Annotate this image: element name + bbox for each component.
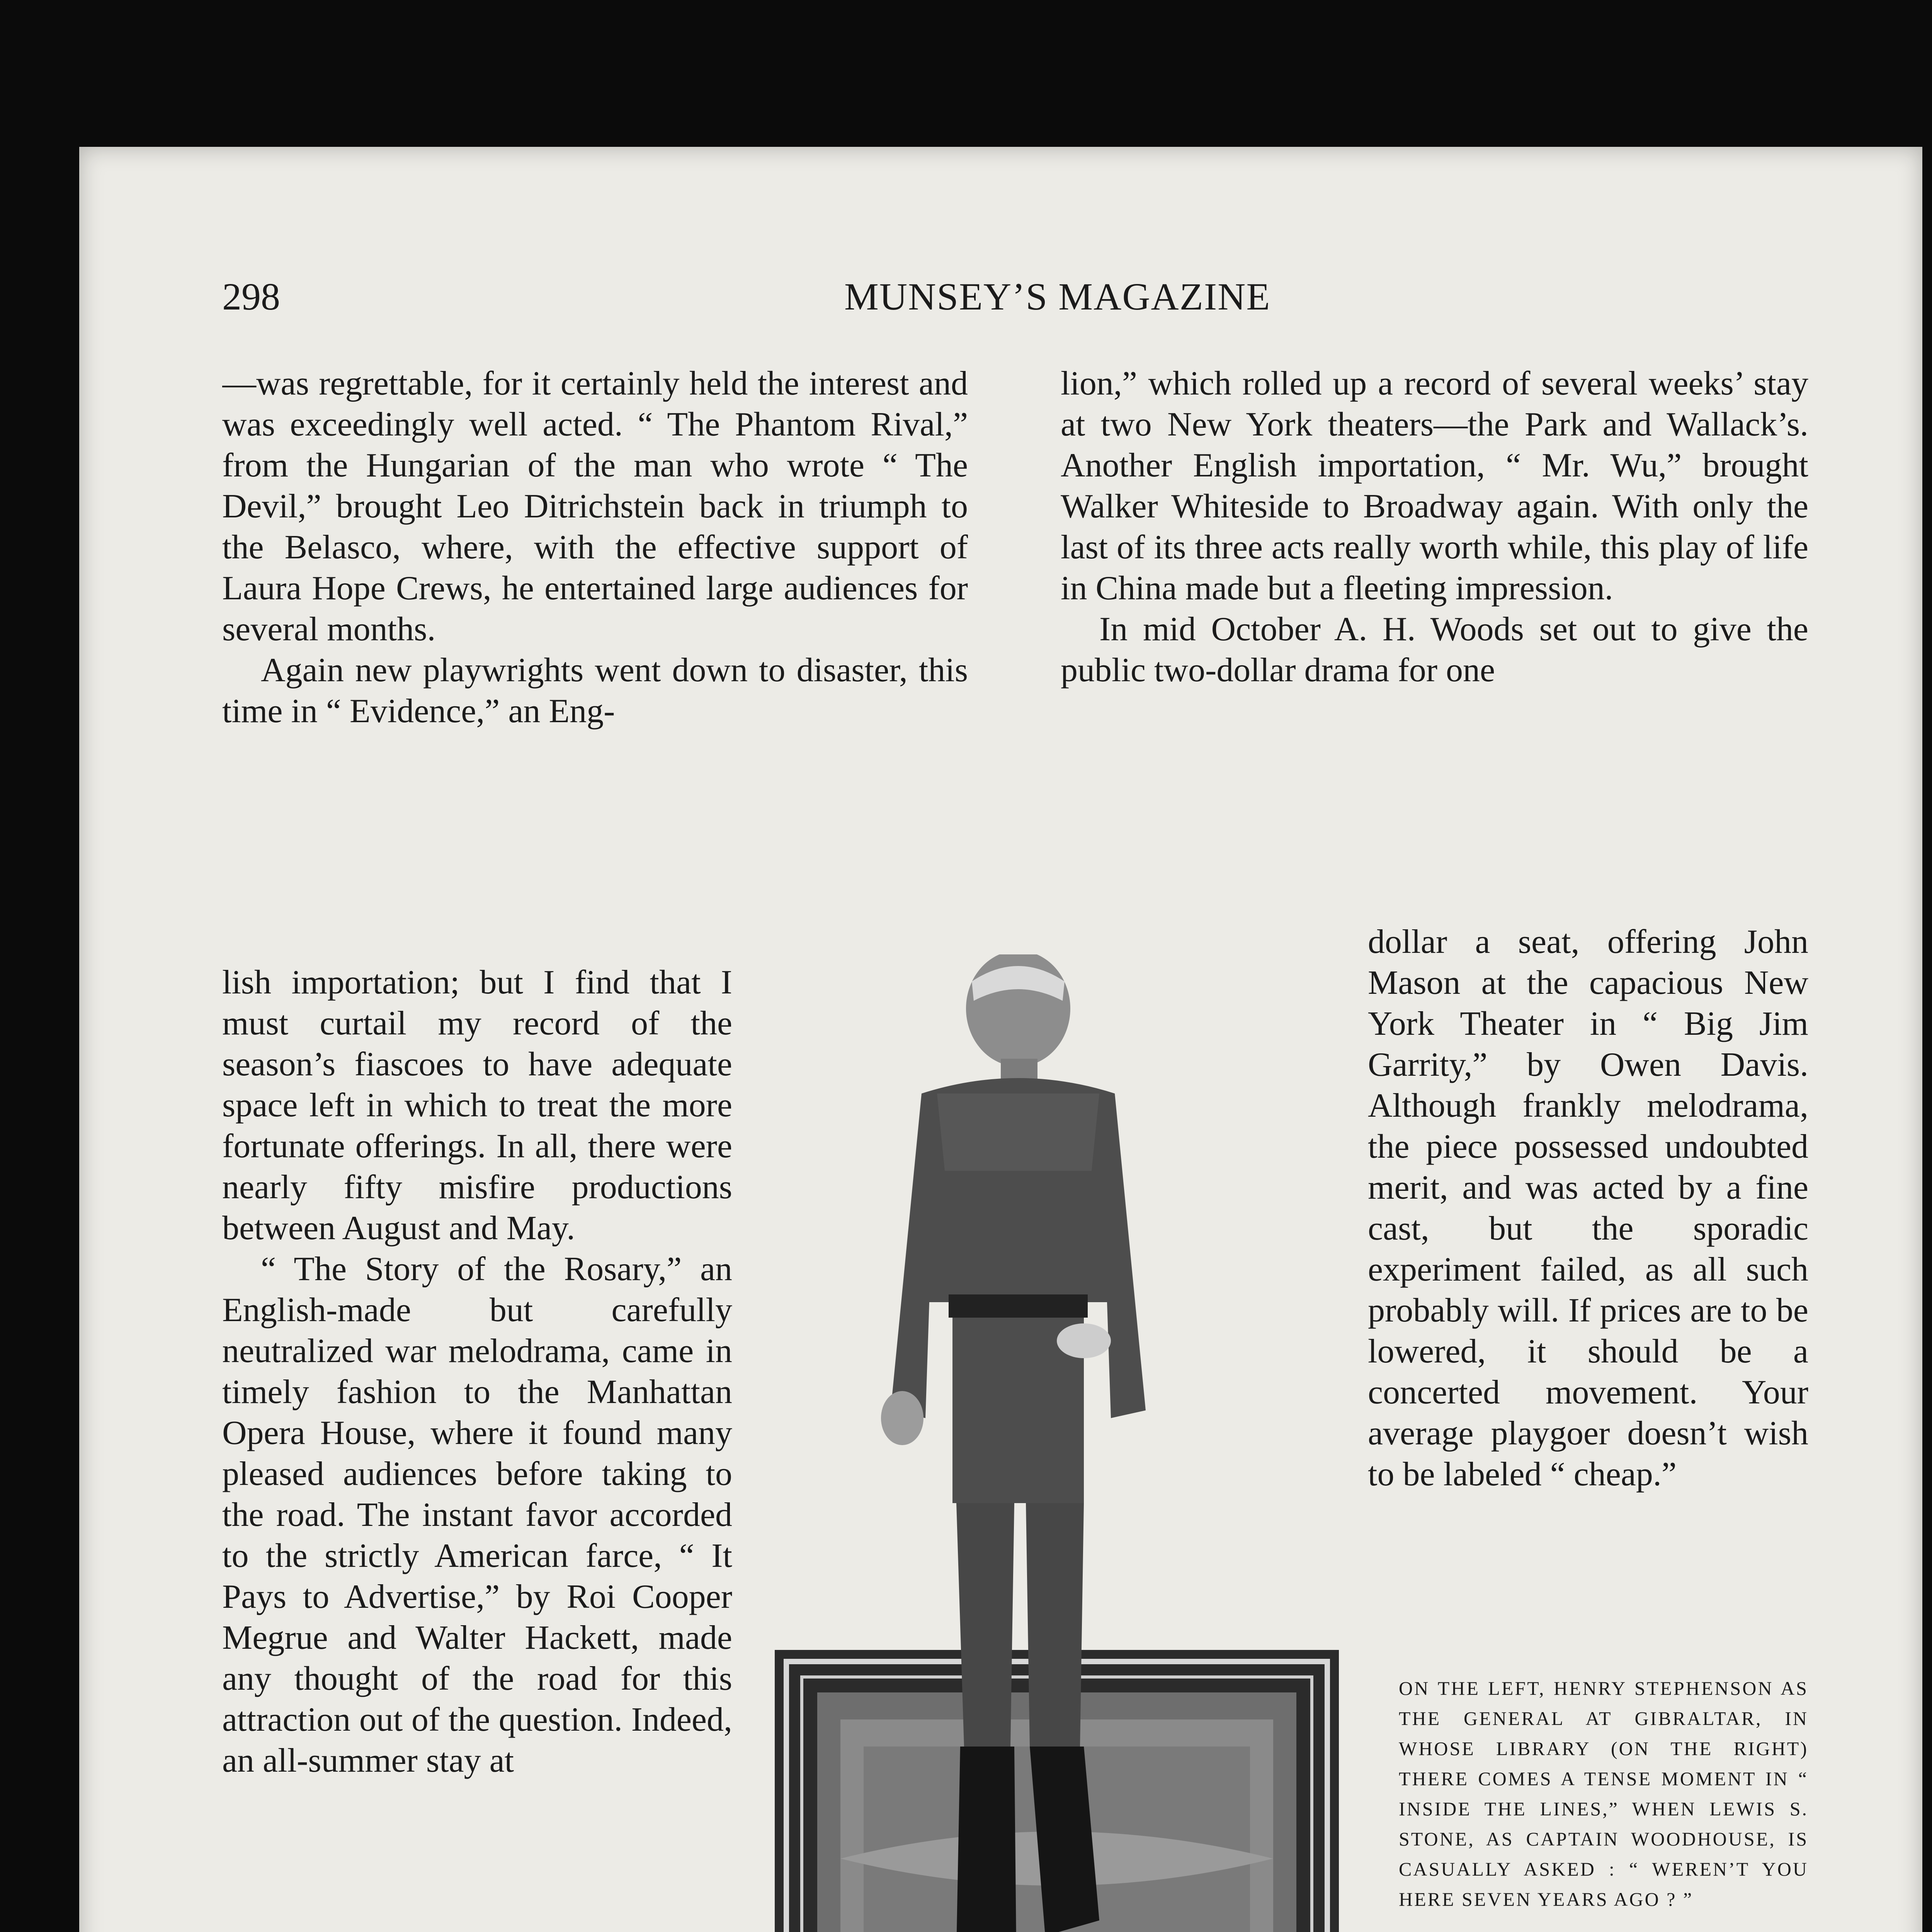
left-paragraph-1: —was regrettable, for it certainly held the interest and was exceedingly well acted. “ The Phantom Rival,” from the Hungarian of the man who wrote “ The Devil,” brought Leo Ditrichstein back in triumph to the Belasco, where, with the effective support of Laura Hope Crews, he entertained large audiences for several months.	[222, 365, 968, 648]
photograph	[775, 954, 1339, 1932]
right-paragraph-2-cont: dollar a seat, offering John Mason at the capacious New York Theater in “ Big Jim Garrity,” by Owen Davis. Although frankly melodrama, the piece possessed undoubted merit, and was acted by a fine cast, but the sporadic experiment failed, as all such probably will. If prices are to be lowered, it should be a concerted movement. Your average playgoer doesn’t wish to be labeled “ cheap.”	[1368, 923, 1808, 1493]
running-head: MUNSEY’S MAGAZINE	[844, 275, 1271, 318]
right-paragraph-1: lion,” which rolled up a record of several weeks’ stay at two New York theaters—the Park and Wallack’s. Another English importation, “ Mr. Wu,” brought Walker Whiteside to Broadway again. With only the last of its three acts really worth while, this play of life in China made but a fleeting impression.	[1061, 365, 1808, 607]
left-column-top	[222, 363, 968, 958]
left-paragraph-3: “ The Story of the Rosary,” an English-made but carefully neutralized war melodrama, came in timely fashion to the Manhattan Opera House, where it found many pleased audiences before taking to the road. The instant favor accorded to the strictly American farce, “ It Pays to Advertise,” by Roi Cooper Megrue and Walter Hackett, made any thought of the road for this attraction out of the question. Indeed, an all-summer stay at	[222, 1250, 732, 1779]
right-paragraph-2-start: In mid October A. H. Woods set out to give the public two-dollar drama for one	[1061, 611, 1808, 689]
left-paragraph-2-start: Again new playwrights went down to disaster, this time in “ Evidence,” an Eng-	[222, 651, 968, 730]
right-column-top	[1061, 363, 1808, 920]
photo-caption: ON THE LEFT, HENRY STEPHENSON AS THE GENERAL AT GIBRALTAR, IN WHOSE LIBRARY (ON THE RIGHT) THERE COMES A TENSE MOMENT IN “ INSIDE THE LINES,” WHEN LEWIS S. STONE, AS CAPTAIN WOODHOUSE, IS CASUALLY ASKED : “ WEREN’T YOU HERE SEVEN YEARS AGO ? ”	[1399, 1677, 1808, 1910]
left-paragraph-2-cont: lish importation; but I find that I must curtail my record of the season’s fiascoes to have adequate space left in which to treat the more fortunate offerings. In all, there were nearly fifty misfire productions between August and May.	[222, 964, 732, 1247]
right-column-narrow	[1368, 922, 1808, 1625]
page-header	[222, 274, 1683, 336]
page-number: 298	[222, 275, 280, 318]
left-column-narrow	[222, 962, 732, 1932]
magazine-page	[79, 147, 1922, 1932]
